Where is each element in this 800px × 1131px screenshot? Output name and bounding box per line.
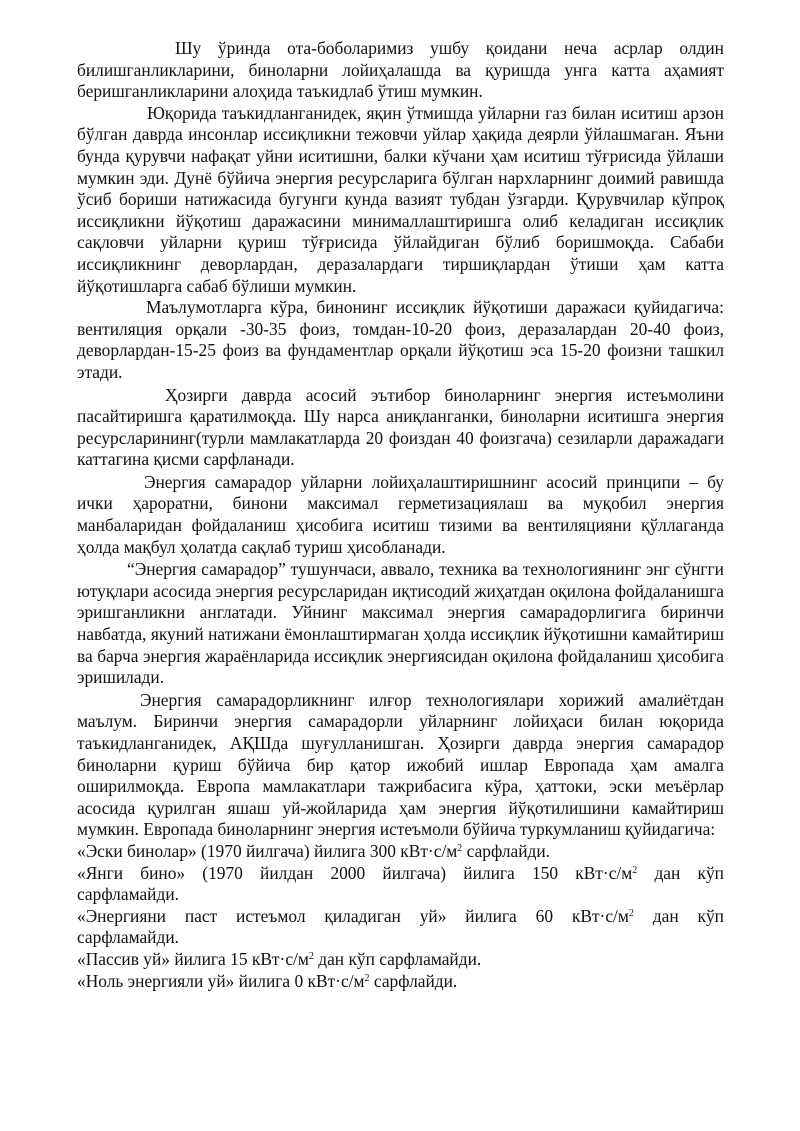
paragraph-5: Энергия самарадор уйларни лойиҳалаштиришнинг асосий принципи – бу ички ҳароратни, бинони максимал герметизациялаш ва муқобил энергия манбаларидан фойдаланиш ҳисобига иситиш тизими ва вентиляцияни қўллаганда ҳолда мақбул ҳолатда сақлаб туриш ҳисобланади. — [77, 471, 724, 557]
line-text: дан кўп сарфламайди. — [318, 948, 482, 969]
paragraph-3: Маълумотларга кўра, бинонинг иссиқлик йўқотиши даражаси қуйидагича: вентиляция орқали -30-35 фоиз, томдан-10-20 фоиз, деразалардан 20-40 фоиз, деворлардан-15-25 фоиз ва фундаментлар орқали йўқотиш эса 15-20 фоизни ташкил этади. — [77, 297, 724, 382]
unit: $кВт\cdot с/м^2$ — [307, 970, 370, 991]
line-text: дан кўп — [652, 905, 724, 926]
paragraph-6: “Энергия самарадор” тушунчаси, аввало, техника ва технологиянинг энг сўнгги ютуқлари асосида энергия ресурсларидан иқтисодий жиҳатдан оқилона фойдаланишга эришганликни англатади. Уйнинг максимал энергия самарадорлигига биринчи навбатда, якуний натижани ёмонлаштирмаган ҳолда иссиқлик йўқотишни камайтириш ва барча энергия жараёнларида иссиқлик энергиясидан оқилона фойдаланиш ҳисобига эришилади. — [77, 559, 724, 688]
line-text: сарфлайди. — [373, 970, 458, 991]
unit: $кВт\cdot с/м^2$ — [251, 948, 314, 969]
consumption-line-zero-energy — [77, 971, 724, 993]
paragraph-2: Юқорида таъкидланганидек, яқин ўтмишда уйларни газ билан иситиш арзон бўлган даврда инсонлар иссиқликни тежовчи уйлар ҳақида деярли ўйлашмаган. Яъни бунда қурувчи нафақат уйни иситишни, балки кўчани ҳам иситиш тўғрисида ўйлаши мумкин эди. Дунё бўйича энергия ресурсларига бўлган нархларнинг доимий равишда ўсиб бориши натижасида бугунги кунда вазият тубдан ўзгарди. Қурувчилар кўпроқ иссиқликни йўқотиш даражасини минималлаштиришга олиб келадиган иссиқлик сақловчи уйларни қуриш тўғрисида ўйлайдиган бўлиб боришмоқда. Сабаби иссиқликнинг деворлардан, деразалардаги тиршиқлардан ўтиши ҳам катта йўқотишларга сабаб бўлиши мумкин. — [77, 102, 724, 296]
line-text: дан кўп — [654, 862, 724, 883]
paragraph-4: Ҳозирги даврда асосий эътибор биноларнинг энергия истеъмолини пасайтиришга қаратилмоқда. Шу нарса аниқланганки, биноларни иситишга энергия ресурсларининг(турли мамлакатларда 20 фоиздан 40 фоизгача) сезиларли даражадаги каттагина қисми сарфланади. — [77, 384, 724, 470]
line-text: «Энергияни паст истеъмол қиладиган уй» йилига 60 — [77, 905, 554, 926]
unit: $кВт\cdot с/м^2$ — [575, 862, 638, 883]
consumption-line-continuation: сарфламайди. — [77, 927, 179, 948]
consumption-line-passive-house — [77, 949, 724, 971]
consumption-line-new-building — [77, 863, 724, 885]
paragraph-1: Шу ўринда ота-боболаримиз ушбу қоидани неча асрлар олдин билишганликларини, биноларни лойиҳалашда ва қуришда унга катта аҳамият беришганликларини алоҳида таъкидлаб ўтиш мумкин. — [77, 38, 724, 102]
line-text: «Эски бинолар» (1970 йилгача) йилига 300 — [77, 840, 396, 861]
unit: $кВт\cdot с/м^2$ — [571, 905, 634, 926]
line-text: «Ноль энергияли уй» йилига 0 — [77, 970, 304, 991]
consumption-line-old-buildings — [77, 841, 724, 863]
unit: $кВт\cdot с/м^2$ — [400, 840, 463, 861]
line-text: «Янги бино» (1970 йилдан 2000 йилгача) йилига 150 — [77, 862, 559, 883]
line-text: «Пассив уй» йилига 15 — [77, 948, 248, 969]
consumption-line-low-energy — [77, 906, 724, 928]
paragraph-7: Энергия самарадорликнинг илғор технологиялари хорижий амалиётдан маълум. Биринчи энергия самарадорли уйларнинг лойиҳаси билан юқорида таъкидланганидек, АҚШда шуғулланишган. Ҳозирги даврда энергия самарадор биноларни қуриш бўйича бир қатор ижобий ишлар Европада ҳам амалга оширилмоқда. Европа мамлакатлари тажрибасига кўра, ҳаттоки, эски меъёрлар асосида қурилган яшаш уй-жойларида ҳам энергия йўқотилишини камайтириш мумкин. Европада биноларнинг энергия истеъмоли бўйича туркумланиш қуйидагича: — [77, 689, 724, 840]
consumption-line-continuation: сарфламайди. — [77, 884, 179, 905]
line-text: сарфлайди. — [466, 840, 551, 861]
